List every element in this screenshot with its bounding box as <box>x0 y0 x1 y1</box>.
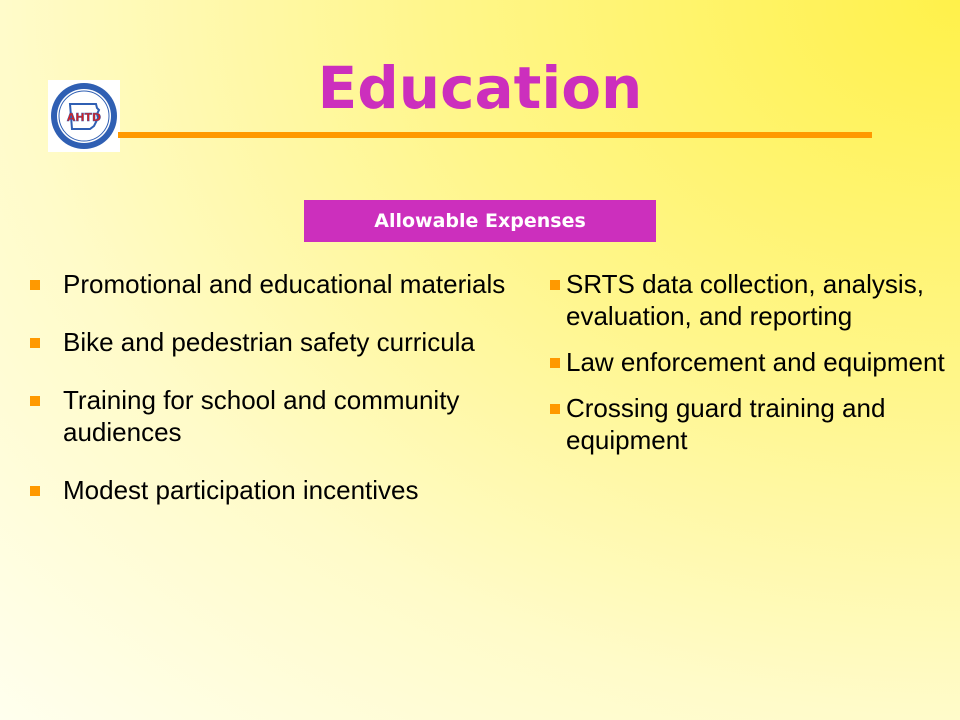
list-item-text: Bike and pedestrian safety curricula <box>63 327 475 357</box>
list-item <box>550 392 950 456</box>
square-bullet-icon <box>30 280 40 290</box>
list-item <box>30 474 510 506</box>
square-bullet-icon <box>550 280 560 290</box>
list-item <box>30 268 510 300</box>
section-badge: Allowable Expenses <box>304 200 656 242</box>
page-title: Education <box>317 54 643 122</box>
square-bullet-icon <box>30 486 40 496</box>
square-bullet-icon <box>550 404 560 414</box>
list-item-text: Promotional and educational materials <box>63 269 506 299</box>
square-bullet-icon <box>30 338 40 348</box>
list-item-text: Crossing guard training and equipment <box>566 393 886 455</box>
right-bullet-list <box>550 268 950 470</box>
list-item <box>30 326 510 358</box>
square-bullet-icon <box>550 358 560 368</box>
logo-text: AHTD <box>66 111 102 124</box>
square-bullet-icon <box>30 396 40 406</box>
list-item-text: Modest participation incentives <box>63 475 419 505</box>
list-item-text: Training for school and community audiences <box>63 385 460 447</box>
list-item <box>550 346 950 378</box>
title-underline <box>118 132 872 138</box>
list-item-text: Law enforcement and equipment <box>566 347 945 377</box>
left-bullet-list <box>30 268 510 532</box>
list-item-text: SRTS data collection, analysis, evaluation, and reporting <box>566 269 924 331</box>
list-item <box>30 384 510 448</box>
list-item <box>550 268 950 332</box>
